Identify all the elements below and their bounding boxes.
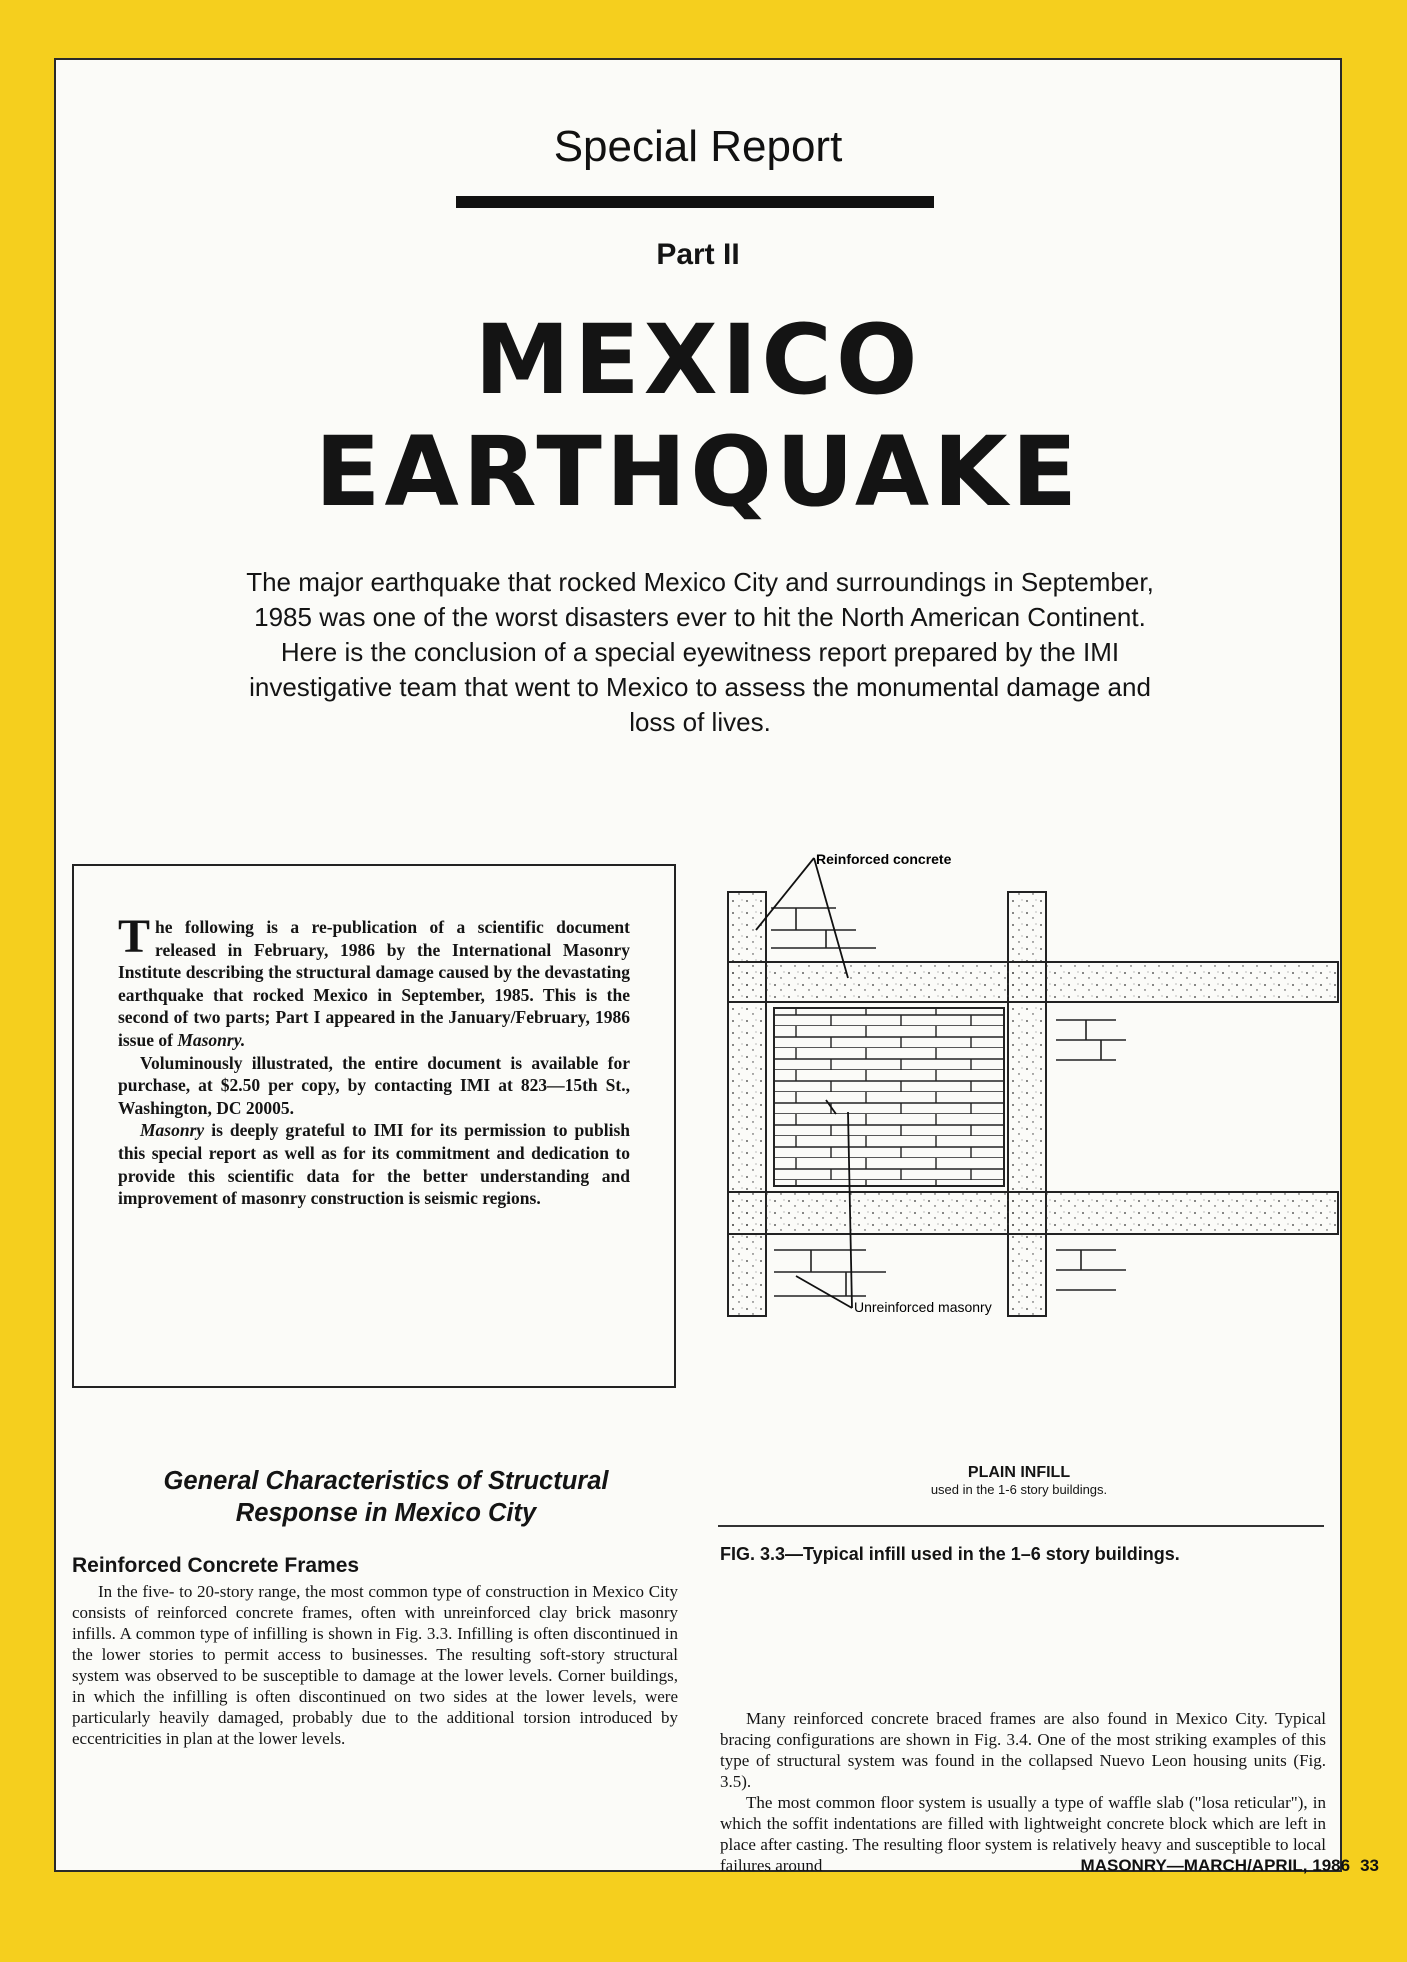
subheading: Reinforced Concrete Frames bbox=[72, 1554, 360, 1577]
part-label: Part II bbox=[656, 238, 740, 271]
infill-diagram bbox=[716, 850, 1346, 1330]
sidebar-paragraph-2: Voluminously illustrated, the entire document is available for purchase, at $2.50 per copy, by contacting IMI at 823—15th St., Washington, DC 20005. bbox=[118, 1052, 630, 1118]
dropcap: T bbox=[118, 910, 151, 963]
sidebar-p3-italic: Masonry bbox=[140, 1120, 205, 1141]
bottom-beam bbox=[728, 1192, 1338, 1234]
kicker-rule bbox=[456, 196, 934, 208]
figure-caption: FIG. 3.3—Typical infill used in the 1–6 story buildings. bbox=[720, 1544, 1180, 1564]
figure-rule bbox=[718, 1525, 1324, 1527]
section-heading bbox=[96, 1465, 676, 1529]
figure-caption-title: PLAIN INFILL bbox=[967, 1464, 1071, 1481]
page-number: 33 bbox=[1360, 1856, 1379, 1875]
figure-inline-caption bbox=[719, 1464, 1319, 1498]
label-unreinforced-masonry: Unreinforced masonry bbox=[854, 1299, 992, 1315]
footer-issue: MASONRY—MARCH/APRIL, 1986 bbox=[1080, 1856, 1351, 1875]
right-column bbox=[1008, 892, 1046, 1316]
top-beam bbox=[728, 962, 1338, 1002]
page-footer bbox=[1081, 1856, 1379, 1876]
label-reinforced-concrete: Reinforced concrete bbox=[816, 851, 952, 867]
sidebar-paragraph-3 bbox=[118, 1119, 630, 1209]
section-heading-line-2: Response in Mexico City bbox=[235, 1499, 537, 1527]
body-column-left bbox=[72, 1581, 678, 1749]
body-paragraph: In the five- to 20-story range, the most common type of construction in Mexico City consists of reinforced concrete frames, often with unreinforced clay brick masonry infills. A common type of infilling is shown in Fig. 3.3. Infilling is often discontinued in the lower stories to permit access to businesses. The resulting soft-story structural system was observed to be susceptible to damage at the lower levels. Corner buildings, in which the infilling is often discontinued on two sides at the lower levels, were particularly heavily damaged, probably due to the additional torsion introduced by eccentricities in plan at the lower levels. bbox=[72, 1582, 678, 1748]
body-paragraph: Many reinforced concrete braced frames are also found in Mexico City. Typical bracing configurations are shown in Fig. 3.4. One of the most striking examples of this type of structural system was found in the collapsed Nuevo Leon housing units (Fig. 3.5). bbox=[720, 1709, 1326, 1791]
body-paragraph: The most common floor system is usually a type of waffle slab ("losa reticular"), in which the soffit indentations are filled with lightweight concrete block which are left in place after casting. The resulting floor system is relatively heavy and susceptible to local failures around bbox=[720, 1793, 1326, 1875]
sidebar-paragraph-1 bbox=[118, 910, 630, 1052]
sidebar-box bbox=[72, 864, 676, 1388]
left-column bbox=[728, 892, 766, 1316]
figure-caption-sub: used in the 1-6 story buildings. bbox=[930, 1482, 1108, 1497]
sidebar-p1-italic: Masonry. bbox=[177, 1029, 246, 1050]
magazine-page bbox=[54, 58, 1342, 1875]
sidebar-p1-text: he following is a re-publication of a scientific document released in February, 1986 by the International Masonry Institute describing the structural damage caused by the devastating earthquake that rocked Mexico in September, 1985. This is the second of two parts; Part I appeared in the January/February, 1986 issue of bbox=[118, 917, 630, 1050]
headline-line-1: MEXICO bbox=[474, 304, 922, 416]
brick-infill bbox=[774, 1008, 1004, 1186]
sidebar-p3-text: is deeply grateful to IMI for its permission to publish this special report as well as for its commitment and dedication to provide this scientific data for the better understanding and improvement of masonry construction is seismic regions. bbox=[118, 1120, 631, 1209]
section-heading-line-1: General Characteristics of Structural bbox=[163, 1467, 609, 1495]
section-kicker: Special Report bbox=[553, 122, 843, 171]
deck-text: The major earthquake that rocked Mexico City and surroundings in September, 1985 was one of the worst disasters ever to hit the North American Continent. Here is the conclusion of a special eyewitness report prepared by the IMI investigative team that went to Mexico to assess the monumental damage and loss of lives. bbox=[246, 567, 1154, 737]
headline-line-2: EARTHQUAKE bbox=[314, 416, 1082, 528]
body-column-right bbox=[720, 1708, 1326, 1876]
